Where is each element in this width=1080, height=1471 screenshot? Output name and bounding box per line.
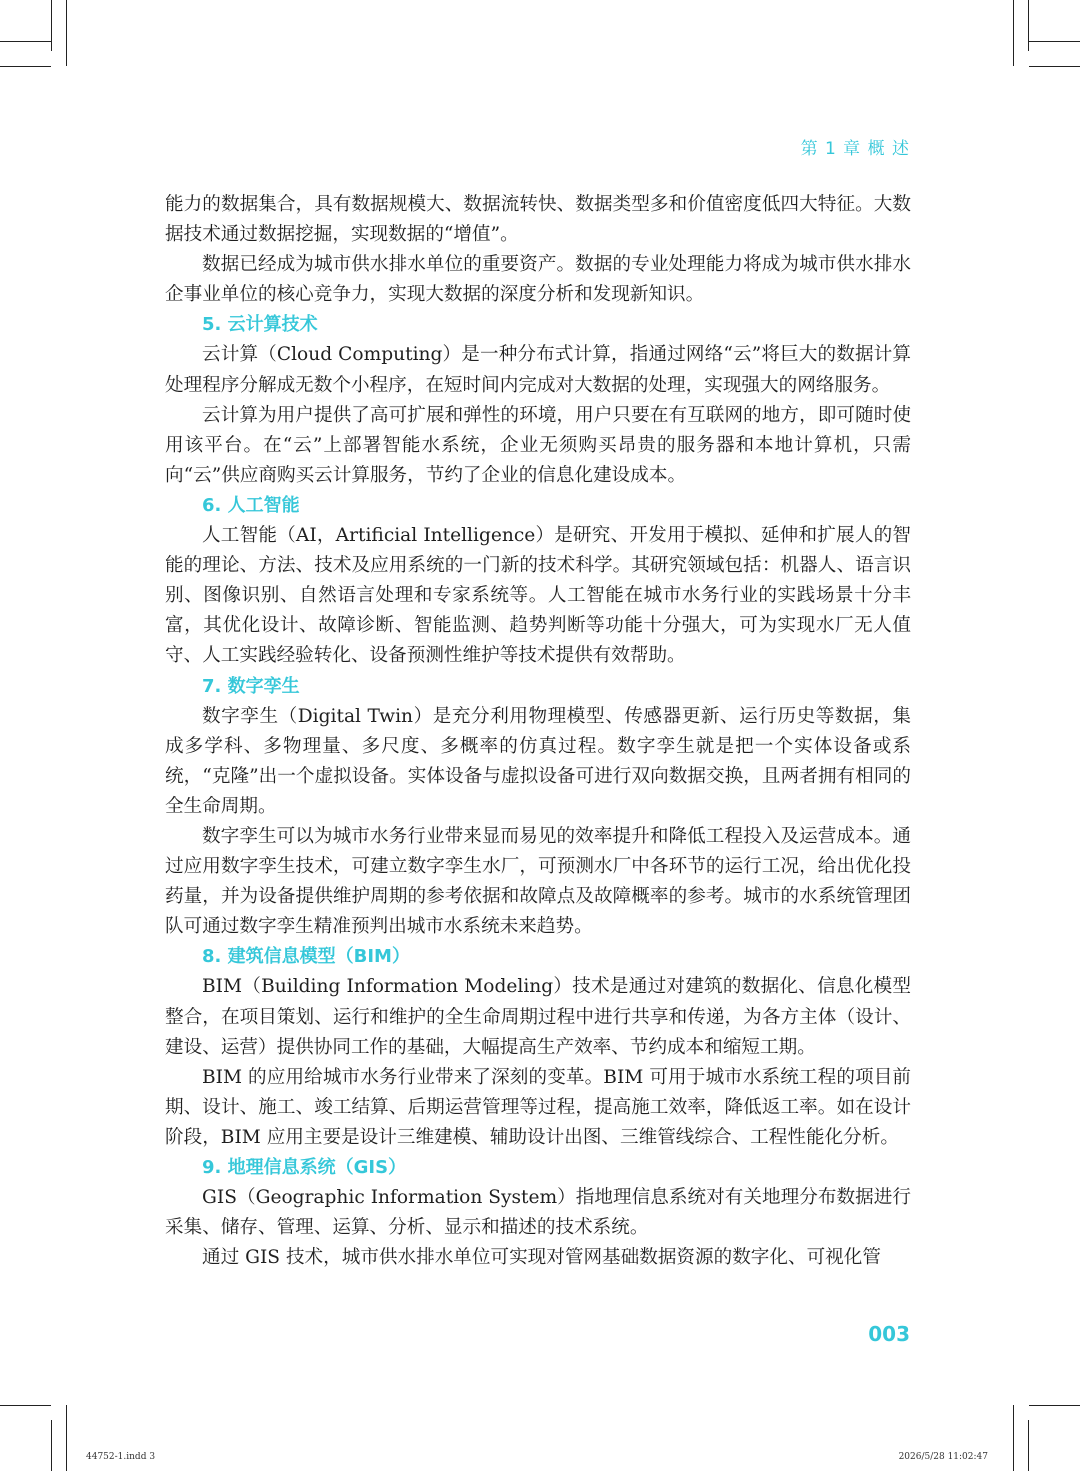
section-heading-digital-twin: 7. 数字孪生: [202, 675, 300, 697]
crop-mark-br-v: [1013, 1405, 1014, 1471]
body-text: [165, 190, 911, 1273]
section-heading-gis: 9. 地理信息系统（GIS）: [202, 1157, 407, 1178]
slug-timestamp: 2026/5/28 11:02:47: [898, 1452, 988, 1462]
crop-mark-tr-h: [1029, 66, 1080, 67]
paragraph: 云计算为用户提供了高可扩展和弹性的环境，用户只要在有互联网的地方，即可随时使用该平台。在“云”上部署智能水系统，企业无须购买昂贵的服务器和本地计算机，只需向“云”供应商购买云计算服务，节约了企业的信息化建设成本。: [165, 404, 911, 486]
paragraph: 数字孪生可以为城市水务行业带来显而易见的效率提升和降低工程投入及运营成本。通过应用数字孪生技术，可建立数字孪生水厂，可预测水厂中各环节的运行工况，给出优化投药量，并为设备提供维护周期的参考依据和故障点及故障概率的参考。城市的水系统管理团队可通过数字孪生精准预判出城市水系统未来趋势。: [165, 825, 911, 938]
crop-mark-bl-v2: [51, 1420, 52, 1471]
crop-mark-tl-v: [66, 0, 67, 66]
page-number: 003: [868, 1322, 910, 1346]
paragraph: BIM 的应用给城市水务行业带来了深刻的变革。BIM 可用于城市水系统工程的项目前期、设计、施工、竣工结算、后期运营管理等过程，提高施工效率，降低返工率。如在设计阶段，BIM 应用主要是设计三维建模、辅助设计出图、三维管线综合、工程性能化分析。: [165, 1066, 911, 1148]
paragraph: 能力的数据集合，具有数据规模大、数据流转快、数据类型多和价值密度低四大特征。大数据技术通过数据挖掘，实现数据的“增值”。: [165, 194, 911, 246]
paragraph: GIS（Geographic Information System）指地理信息系统对有关地理分布数据进行采集、储存、管理、运算、分析、显示和描述的技术系统。: [165, 1187, 911, 1239]
paragraph: 通过 GIS 技术，城市供水排水单位可实现对管网基础数据资源的数字化、可视化管: [202, 1247, 881, 1269]
paragraph: BIM（Building Information Modeling）技术是通过对建筑的数据化、信息化模型整合，在项目策划、运行和维护的全生命周期过程中进行共享和传递，为各方主体（设计、建设、运营）提供协同工作的基础，大幅提高生产效率、节约成本和缩短工期。: [165, 976, 911, 1058]
slug-file: 44752-1.indd 3: [86, 1452, 156, 1462]
paragraph: 人工智能（AI，Artificial Intelligence）是研究、开发用于模拟、延伸和扩展人的智能的理论、方法、技术及应用系统的一门新的技术科学。其研究领域包括：机器人、语言识别、图像识别、自然语言处理和专家系统等。人工智能在城市水务行业的实践场景十分丰富，其优化设计、故障诊断、智能监测、趋势判断等功能十分强大，可为实现水厂无人值守、人工实践经验转化、设备预测性维护等技术提供有效帮助。: [165, 525, 911, 667]
crop-mark-tl-v2: [51, 0, 52, 51]
section-heading-ai: 6. 人工智能: [202, 494, 300, 516]
paragraph: 云计算（Cloud Computing）是一种分布式计算，指通过网络“云”将巨大的数据计算处理程序分解成无数个小程序，在短时间内完成对大数据的处理，实现强大的网络服务。: [165, 344, 911, 396]
crop-mark-tr-v2: [1028, 0, 1029, 51]
crop-mark-br-v2: [1028, 1420, 1029, 1471]
crop-mark-br-h: [1029, 1405, 1080, 1406]
crop-mark-tr-h2: [1029, 41, 1080, 42]
crop-mark-bl-h: [0, 1405, 51, 1406]
crop-mark-tr-v: [1013, 0, 1014, 66]
running-header: 第 1 章 概 述: [800, 139, 910, 159]
section-heading-cloud: 5. 云计算技术: [202, 314, 318, 336]
paragraph: 数据已经成为城市供水排水单位的重要资产。数据的专业处理能力将成为城市供水排水企事业单位的核心竞争力，实现大数据的深度分析和发现新知识。: [165, 254, 911, 306]
crop-mark-tl-h: [0, 66, 51, 67]
crop-mark-bl-v: [66, 1405, 67, 1471]
crop-mark-tl-h2: [0, 41, 51, 42]
paragraph: 数字孪生（Digital Twin）是充分利用物理模型、传感器更新、运行历史等数据，集成多学科、多物理量、多尺度、多概率的仿真过程。数字孪生就是把一个实体设备或系统，“克隆”出一个虚拟设备。实体设备与虚拟设备可进行双向数据交换，且两者拥有相同的全生命周期。: [165, 705, 911, 817]
section-heading-bim: 8. 建筑信息模型（BIM）: [202, 946, 410, 968]
